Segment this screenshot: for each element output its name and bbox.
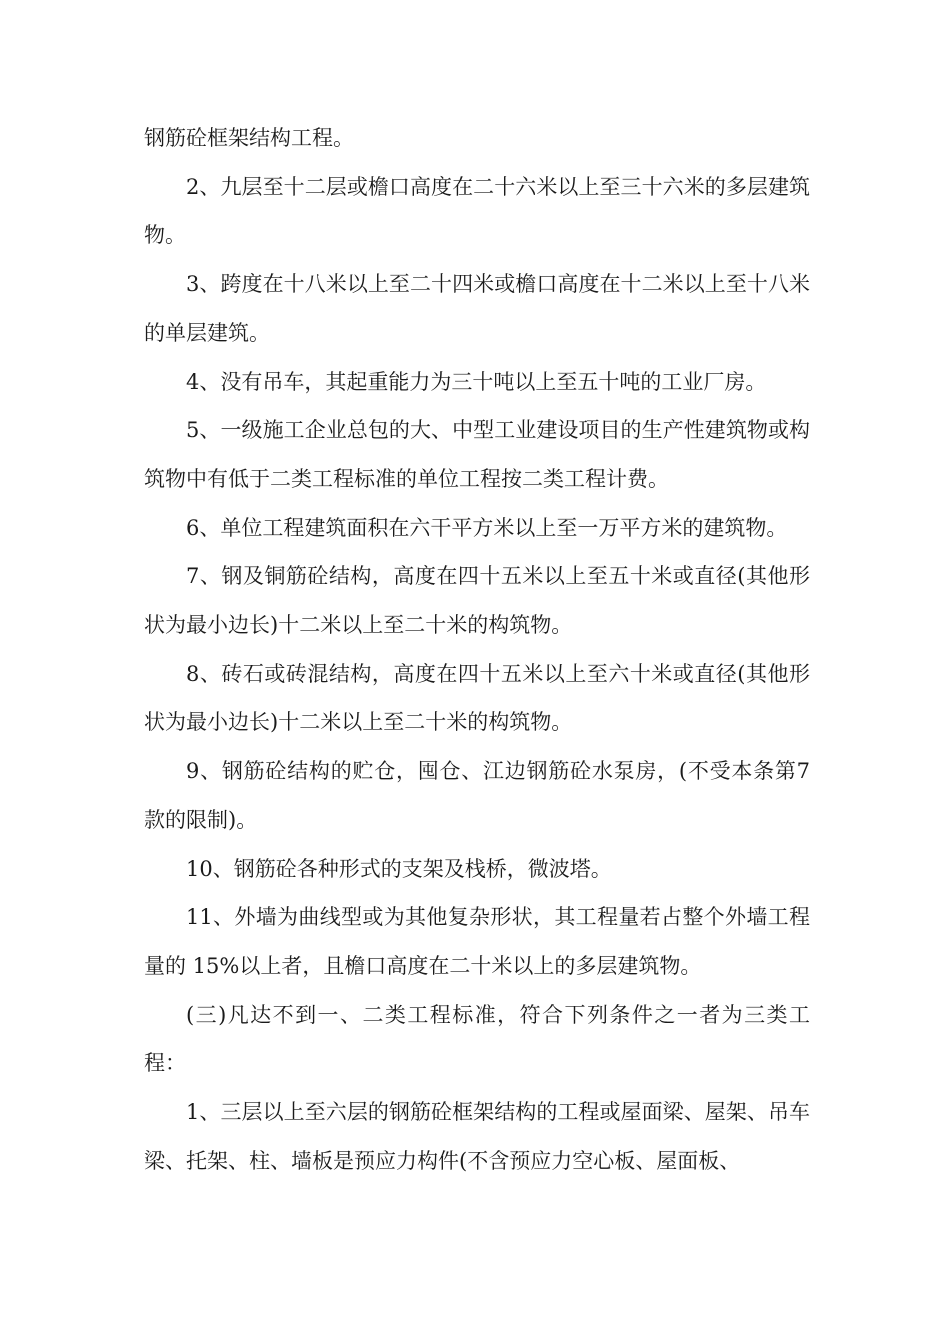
paragraph-item-3: 3、跨度在十八米以上至二十四米或檐口高度在十二米以上至十八米的单层建筑。 (144, 272, 810, 345)
paragraph-item-4: 4、没有吊车，其起重能力为三十吨以上至五十吨的工业厂房。 (186, 369, 767, 394)
document-body (144, 114, 810, 1185)
paragraph-item-9: 9、钢筋砼结构的贮仓，囤仓、江边钢筋砼水泵房，(不受本条第7 款的限制)。 (144, 759, 810, 832)
paragraph-item-8: 8、砖石或砖混结构，高度在四十五米以上至六十米或直径(其他形状为最小边长)十二米以上至二十米的构筑物。 (144, 661, 810, 735)
section-heading-3: (三)凡达不到一、二类工程标准，符合下列条件之一者为三类工程： (144, 1002, 810, 1076)
paragraph-item-7: 7、钢及铜筋砼结构，高度在四十五米以上至五十米或直径(其他形状为最小边长)十二米以上至二十米的构筑物。 (144, 564, 810, 638)
paragraph-item-10: 10、钢筋砼各种形式的支架及栈桥，微波塔。 (186, 856, 612, 881)
paragraph-item-2: 2、九层至十二层或檐口高度在二十六米以上至三十六米的多层建筑物。 (144, 174, 810, 248)
paragraph-continuation: 钢筋砼框架结构工程。 (144, 126, 354, 150)
paragraph-class3-item-1: 1、三层以上至六层的钢筋砼框架结构的工程或屋面梁、屋架、吊车梁、托架、柱、墙板是预应力构件(不含预应力空心板、屋面板、 (144, 1100, 810, 1173)
paragraph-item-5: 5、一级施工企业总包的大、中型工业建设项目的生产性建筑物或构筑物中有低于二类工程标准的单位工程按二类工程计费。 (144, 418, 810, 491)
paragraph-item-11: 11、外墙为曲线型或为其他复杂形状，其工程量若占整个外墙工程量的 15%以上者，且檐口高度在二十米以上的多层建筑物。 (144, 905, 810, 978)
paragraph-item-6: 6、单位工程建筑面积在六干平方米以上至一万平方米的建筑物。 (186, 515, 788, 540)
